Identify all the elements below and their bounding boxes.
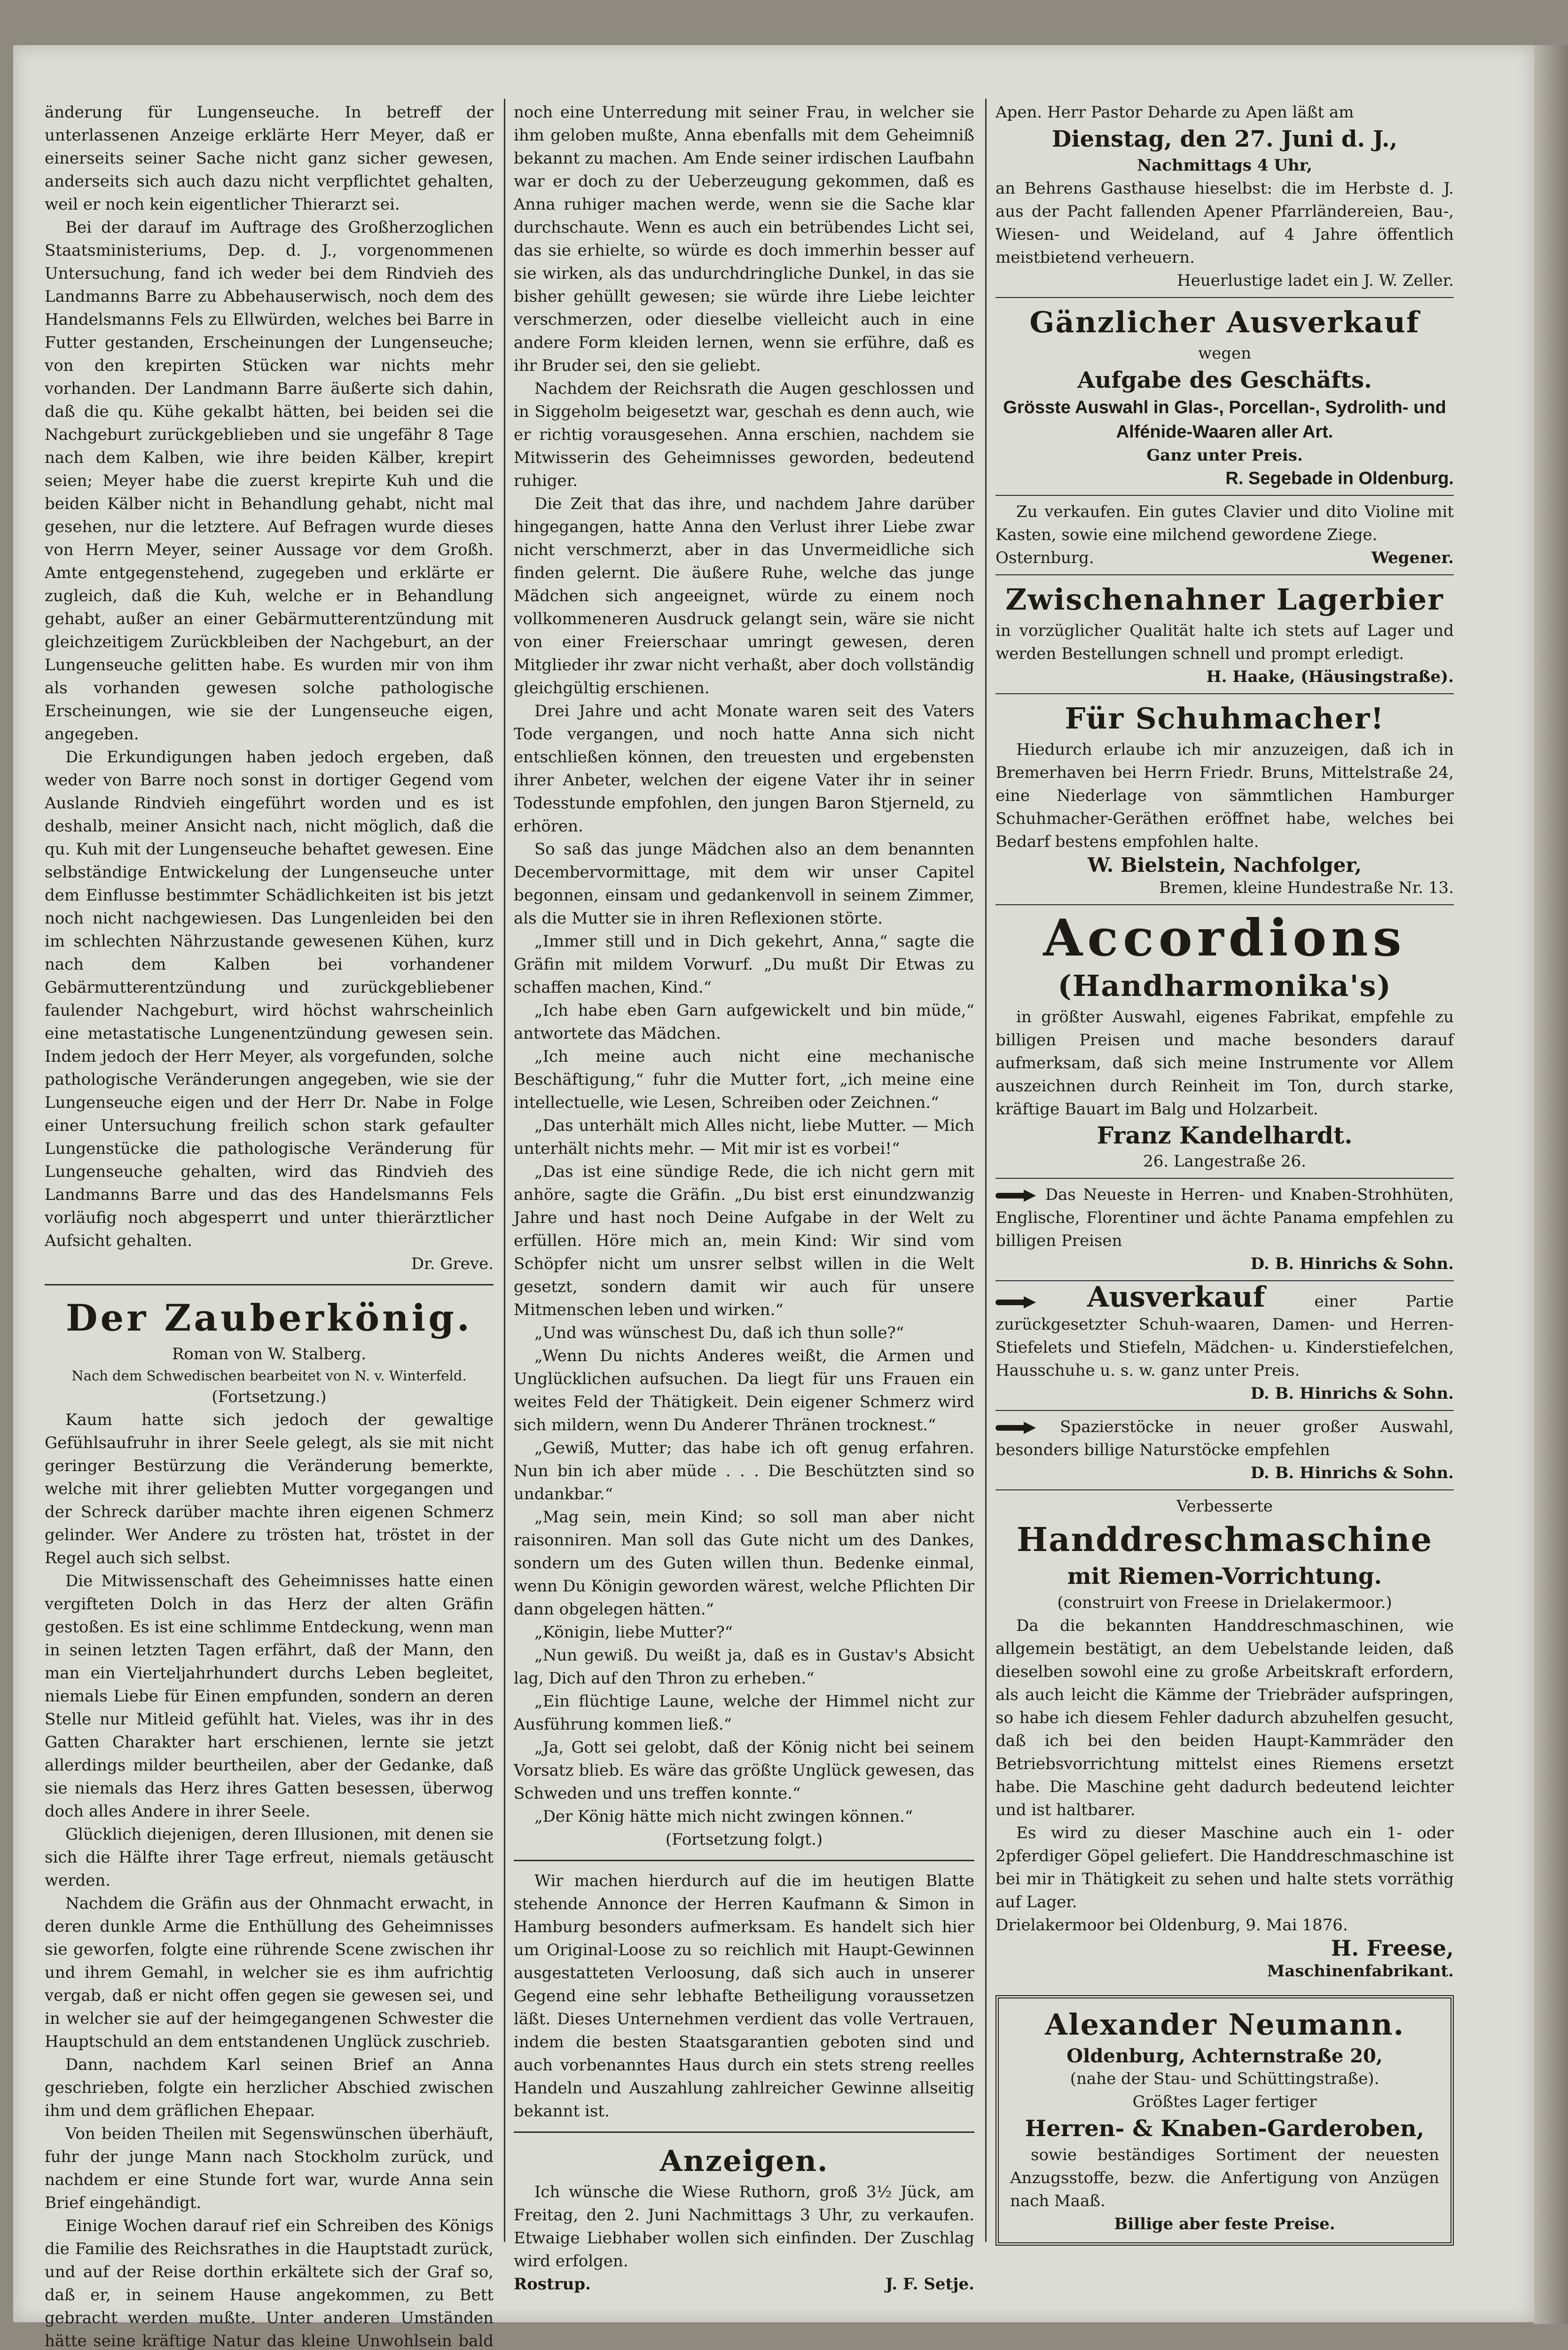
ad-text: Grösste Auswahl in Glas-, Porcellan-, Sydrolith- und Alfénide-Waaren aller Art. xyxy=(1003,398,1446,442)
section-divider xyxy=(514,2131,974,2133)
ad-subtitle: mit Riemen-Vorrichtung. xyxy=(1067,1563,1382,1590)
novel-paragraph: Nachdem die Gräfin aus der Ohnmacht erwacht, in deren dunkle Arme die Enthüllung des Geheimnisses sie geworfen, folgte eine rührende Scene zwischen ihr und ihrem Gemahl, in welcher sie es ihm aufrichtig vergab, daß er nicht offen gegen sie gewesen sei, und in welcher sie auf der heimgegangenen Schwester die Hauptschuld an dem entstandenen Unglück zuschrieb. xyxy=(45,1894,494,2051)
ad-pretitle: Verbesserte xyxy=(1176,1497,1273,1516)
ad-text: in größter Auswahl, eigenes Fabrikat, empfehle zu billigen Preisen und mache besonders darauf aufmerksam, daß sich meine Instrumente vor Allem auszeichnen durch Reinheit im Ton, durch starke, kräftige Bauart im Balg und Holzarbeit. xyxy=(996,1008,1454,1119)
pointing-hand-icon xyxy=(996,1422,1038,1434)
ad-signature-row xyxy=(514,2273,974,2296)
ad-subtitle: Aufgabe des Geschäfts. xyxy=(1077,367,1372,393)
ad-text: an Behrens Gasthause hieselbst: die im Herbste d. J. aus der Pacht fallenden Apener Pfarrländereien, Bau-, Wiesen- und Weideland, auf 4 Jahre öffentlich meistbietend verheuern. xyxy=(996,179,1454,267)
ad-text: Apen. Herr Pastor Deharde zu Apen läßt am xyxy=(996,103,1354,122)
ad-name: J. F. Setje. xyxy=(885,2275,974,2294)
column-rule-left xyxy=(504,99,505,2242)
ad-name: H. Freese, xyxy=(1331,1935,1454,1961)
ad-address: Bremen, kleine Hundestraße Nr. 13. xyxy=(1159,878,1454,897)
novel-continuation-footer: (Fortsetzung folgt.) xyxy=(665,1830,823,1849)
article-paragraph: änderung für Lungenseuche. In betreff der unterlassenen Anzeige erklärte Herr Meyer, daß er einerseits seiner Sache nicht ganz sicher gewesen, anderseits sich auch dazu nicht verpflichtet gehalten, weil er noch kein eigentlicher Thierarzt sei. xyxy=(45,103,494,214)
ad-text: Hiedurch erlaube ich mir anzuzeigen, daß ich in Bremerhaven bei Herrn Friedr. Bruns, Mittelstraße 24, eine Niederlage von sämmtlichen Hamburger Schuhmacher-Geräthen eröffnet habe, welches bei Bedarf bestens empfohlen halte. xyxy=(996,740,1454,851)
ad-text xyxy=(996,1183,1454,1253)
ad-text xyxy=(996,1281,1454,1382)
novel-paragraph: So saß das junge Mädchen also an dem benannten Decembervormittage, mit dem wir unser Capitel begonnen, einsam und gedankenvoll in seinem Zimmer, als die Mutter sie in ihren Reflexionen störte. xyxy=(514,840,974,928)
ad-signature: D. B. Hinrichs & Sohn. xyxy=(1250,1384,1454,1403)
ad-text: Billige aber feste Preise. xyxy=(1114,2215,1335,2233)
ad-signature: D. B. Hinrichs & Sohn. xyxy=(1250,1254,1454,1273)
ad-signature: R. Segebade in Oldenburg. xyxy=(1225,469,1454,488)
ad-text-inline: Das Neueste in Herren- und Knaben-Strohhüten, Englische, Florentiner und ächte Panama empfehlen zu billigen Preisen xyxy=(996,1185,1454,1250)
novel-paragraph: Von beiden Theilen mit Segenswünschen überhäuft, fuhr der junge Mann nach Stockholm zurück, und nachdem er eine Stunde fort war, wurde Anna sein Brief eingehändigt. xyxy=(45,2124,494,2212)
novel-paragraph: Die Mitwissenschaft des Geheimnisses hatte einen vergifteten Dolch in das Herz der alten Gräfin gestoßen. Es ist eine schlimme Entdeckung, wenn man in seinen letzten Tagen erfährt, daß der Mann, den man ein Vierteljahrhundert durchs Leben begleitet, niemals Liebe für Einen empfunden, sondern an deren Stelle nur Mitleid gefühlt hat. Vieles, was ihr in des Gatten Charakter hart erschienen, lernte sie jetzt allerdings milder beurtheilen, aber der Gedanke, daß sie niemals das Herz ihres Gatten besessen, überwog doch alles Andere in ihrer Seele. xyxy=(45,1572,494,1821)
novel-paragraph: Drei Jahre und acht Monate waren seit des Vaters Tode vergangen, und noch hatte Anna sich nicht entschließen können, den treuesten und ergebensten ihrer Anbeter, welchen der eigene Vater ihr in seiner Todesstunde empfohlen, den jungen Baron Stjerneld, zu erhören. xyxy=(514,702,974,836)
novel-paragraph: „Das ist eine sündige Rede, die ich nicht gern mit anhöre, sagte die Gräfin. „Du bist erst einundzwanzig Jahre und hast noch Deine Aufgabe in der Welt zu erfüllen. Höre mich an, mein Kind: Wir sind vom Schöpfer nicht um unsrer selbst willen in die Welt gesetzt, sondern damit wir auch für unsere Mitmenschen leben und wirken.“ xyxy=(514,1162,974,1319)
ad-text: (construirt von Freese in Drielakermoor.) xyxy=(1057,1593,1392,1612)
ad-text-inline: Spazierstöcke in neuer großer Auswahl, besonders billige Naturstöcke empfehlen xyxy=(996,1418,1454,1459)
novel-paragraph: „Nun gewiß. Du weißt ja, daß es in Gustav's Absicht lag, Dich auf den Thron zu erheben.“ xyxy=(514,1646,974,1688)
novel-paragraph: Kaum hatte sich jedoch der gewaltige Gefühlsaufruhr in ihrer Seele gelegt, als sie mit nicht geringer Bestürzung die Veränderung bemerkte, welche mit ihrer geliebten Mutter vorgegangen und der Schreck darüber machte ihren eigenen Schmerz gelinder. Wer Andere zu trösten hat, tröstet in der Regel auch sich selbst. xyxy=(45,1410,494,1567)
page-edge xyxy=(1534,45,1568,2324)
novel-translator: Nach dem Schwedischen bearbeitet von N. v. Winterfeld. xyxy=(71,1368,467,1384)
novel-paragraph: „Ich meine auch nicht eine mechanische Beschäftigung,“ fuhr die Mutter fort, „ich meine eine intellectuelle, wie Lesen, Schreiben oder Zeichnen.“ xyxy=(514,1047,974,1112)
ad-divider xyxy=(996,693,1454,694)
ad-subtitle: (Handharmonika's) xyxy=(1058,969,1392,1003)
section-divider xyxy=(45,1284,494,1285)
ad-address: Oldenburg, Achternstraße 20, xyxy=(1066,2045,1383,2067)
ads-header: Anzeigen. xyxy=(659,2144,829,2178)
ad-address: 26. Langestraße 26. xyxy=(1143,1152,1306,1171)
ad-name: Wegener. xyxy=(1371,548,1454,567)
novel-paragraph: Nachdem der Reichsrath die Augen geschlossen und in Siggeholm beigesetzt war, geschah es denn auch, wie er richtig vorausgesehen. Anna erschien, nachdem sie Mitwisserin des Geheimnisses geworden, bedeutend ruhiger. xyxy=(514,379,974,490)
novel-paragraph: Die Zeit that das ihre, und nachdem Jahre darüber hingegangen, hatte Anna den Verlust ihrer Liebe zwar nicht verschmerzt, aber in das Unvermeidliche sich finden gelernt. Die äußere Ruhe, welche das junge Mädchen sich angeeignet, würde zu einem noch vollkommeneren Ausdruck gelangt sein, wäre sie nicht von einer Freierschaar umringt gewesen, deren Mitglieder ihr zwar nicht verhaßt, aber doch vollständig gleichgültig erschienen. xyxy=(514,494,974,697)
ad-text: Größtes Lager fertiger xyxy=(1132,2092,1317,2111)
ad-name: Franz Kandelhardt. xyxy=(1097,1121,1353,1149)
ad-place: Rostrup. xyxy=(514,2275,591,2294)
ad-signature: W. Bielstein, Nachfolger, xyxy=(1087,854,1362,877)
novel-paragraph: Glücklich diejenigen, deren Illusionen, mit denen sie sich die Hälfte ihrer Tage erfreut, niemals getäuscht werden. xyxy=(45,1825,494,1890)
ad-text: Zu verkaufen. Ein gutes Clavier und dito Violine mit Kasten, sowie eine milchend gewordene Ziege. xyxy=(996,502,1454,544)
ad-title: Gänzlicher Ausverkauf xyxy=(1029,305,1420,339)
ad-date: Drielakermoor bei Oldenburg, 9. Mai 1876. xyxy=(996,1916,1348,1935)
ad-title: Accordions xyxy=(1043,909,1406,968)
novel-paragraph: noch eine Unterredung mit seiner Frau, in welcher sie ihm geloben mußte, Anna ebenfalls mit dem Geheimniß bekannt zu machen. Am Ende seiner irdischen Laufbahn war er doch zu der Ueberzeugung gekommen, daß es Anna ruhiger machen werde, wenn sie die Sache klar durchschaute. Wenn es auch ein betrübendes Licht sei, das sie erhielte, so würde es doch immerhin besser auf sie wirken, als das undurchdringliche Dunkel, in das sie bisher gehüllt gewesen; sie würde ihre Liebe leichter verschmerzen, oder dieselbe vielleicht auch in eine andere Form kleiden lernen, wenn sie erführe, daß es ihr Bruder sei, den sie geliebt. xyxy=(514,103,974,375)
editorial-notice: Wir machen hierdurch auf die im heutigen Blatte stehende Annonce der Herren Kaufmann & Simon in Hamburg besonders aufmerksam. Es handelt sich hier um Original-Loose zu so reichlich mit Haupt-Gewinnen ausgestatteten Verloosung, daß sich auch in unserer Gegend eine sehr lebhafte Betheiligung voraussetzen läßt. Dieses Unternehmen verdient das volle Vertrauen, indem die besten Staatsgarantien geboten sind und auch vorbenanntes Haus durch ein stets streng reelles Handeln und Auszahlung zahlreicher Gewinne allseitig bekannt ist. xyxy=(514,1872,974,2121)
ad-signature-row xyxy=(996,547,1454,570)
ad-time: Nachmittags 4 Uhr, xyxy=(1137,156,1312,175)
ad-subtitle: Herren- & Knaben-Garderoben, xyxy=(1025,2115,1425,2142)
section-divider xyxy=(514,1860,974,1861)
ad-divider xyxy=(996,574,1454,575)
ad-text: Ich wünsche die Wiese Ruthorn, groß 3½ Jück, am Freitag, den 2. Juni Nachmittags 3 Uhr, zu verkaufen. Etwaige Liebhaber wollen sich einfinden. Der Zuschlag wird erfolgen. xyxy=(514,2183,974,2271)
ad-text: (nahe der Stau- und Schüttingstraße). xyxy=(1070,2069,1380,2088)
novel-paragraph: „Ein flüchtige Laune, welche der Himmel nicht zur Ausführung kommen ließ.“ xyxy=(514,1692,974,1734)
novel-paragraph: Einige Wochen darauf rief ein Schreiben des Königs die Familie des Reichsrathes in die Hauptstadt zurück, und auf der Reise dorthin erkältete sich der Graf so, daß er, in seinem Hause angekommen, zu Bett gebracht werden mußte. Unter anderen Umständen hätte seine kräftige Natur das kleine Unwohlsein bald xyxy=(45,2217,494,2350)
ad-text: sowie beständiges Sortiment der neuesten Anzugsstoffe, bezw. die Anfertigung von Anzügen nach Maaß. xyxy=(1010,2146,1439,2210)
ad-text: in vorzüglicher Qualität halte ich stets auf Lager und werden Bestellungen schnell und prompt erledigt. xyxy=(996,621,1454,663)
novel-title: Der Zauberkönig. xyxy=(65,1297,473,1340)
ad-title: Zwischenahner Lagerbier xyxy=(1005,582,1444,617)
ad-title: Alexander Neumann. xyxy=(1044,2007,1405,2042)
ad-divider xyxy=(996,1489,1454,1490)
ad-text: wegen xyxy=(1198,344,1251,363)
ad-place: Osternburg. xyxy=(996,548,1094,567)
ad-signature: Heuerlustige ladet ein J. W. Zeller. xyxy=(1177,271,1454,290)
ad-divider xyxy=(996,297,1454,298)
novel-paragraph: „Das unterhält mich Alles nicht, liebe Mutter. — Mich unterhält nichts mehr. — Mit mir ist es vorbei!“ xyxy=(514,1116,974,1158)
ad-text: Ganz unter Preis. xyxy=(1146,446,1303,465)
column-2 xyxy=(514,101,974,2296)
novel-paragraph: „Mag sein, mein Kind; so soll man aber nicht raisonniren. Man soll das Gute nicht um des Dankes, sondern um des Guten willen thun. Bedenke einmal, wenn Du Königin geworden wärest, welche Pflichten Dir dann obgelegen hätten.“ xyxy=(514,1508,974,1619)
pointing-hand-icon xyxy=(996,1296,1038,1308)
novel-paragraph: „Gewiß, Mutter; das habe ich oft genug erfahren. Nun bin ich aber müde . . . Die Beschützten sind so undankbar.“ xyxy=(514,1439,974,1504)
ad-divider xyxy=(996,495,1454,496)
ad-divider xyxy=(996,1178,1454,1179)
novel-paragraph: Dann, nachdem Karl seinen Brief an Anna geschrieben, folgte ein herzlicher Abschied zwischen ihm und dem gräflichen Ehepaar. xyxy=(45,2055,494,2120)
novel-paragraph: „Ja, Gott sei gelobt, daß der König nicht bei seinem Vorsatz blieb. Es wäre das größte Unglück gewesen, das Schweden und uns treffen konnte.“ xyxy=(514,1738,974,1803)
ad-date: Dienstag, den 27. Juni d. J., xyxy=(1051,126,1398,152)
ad-title: Für Schuhmacher! xyxy=(1065,701,1385,736)
ad-signature: D. B. Hinrichs & Sohn. xyxy=(1250,1464,1454,1482)
column-3 xyxy=(996,101,1454,2246)
pointing-hand-icon xyxy=(996,1190,1038,1202)
novel-continuation: (Fortsetzung.) xyxy=(212,1387,327,1406)
novel-paragraph: „Königin, liebe Mutter?“ xyxy=(534,1623,733,1642)
novel-paragraph: „Wenn Du nichts Anderes weißt, die Armen und Unglücklichen aufsuchen. Da liegt für uns Frauen ein weites Feld der Thätigkeit. Dein eigener Schmerz wird sich mildern, wenn Du Anderer Thränen trocknest.“ xyxy=(514,1347,974,1434)
article-paragraph: Bei der darauf im Auftrage des Großherzoglichen Staatsministeriums, Dep. d. J., vorgenommenen Untersuchung, fand ich weder bei dem Rindvieh des Landmanns Barre zu Abbehauserwisch, noch dem des Handelsmanns Fels zu Ellwürden, welches bei Barre in Futter gestanden, Erscheinungen der Lungenseuche; von den krepirten Stücken war nichts mehr vorhanden. Der Landmann Barre äußerte sich dahin, daß die qu. Kühe gekalbt hätten, bei beiden sei die Nachgeburt zurückgeblieben und sie ungefähr 8 Tage nach dem Kalben, wie ihre beiden Kälber, krepirt seien; Meyer habe die zuerst krepirte Kuh und die beiden Kälber nicht in Behandlung gehabt, nicht mal gesehen, nur die letztere. Auf Befragen wurde dieses von Herrn Meyer, seiner Aussage vor dem Großh. Amte entgegenstehend, zugegeben und erklärte er zugleich, daß die Kuh, welche er in Behandlung gehabt, außer an einer Gebärmutterentzündung mit gleichzeitigem Zurückbleiben der Nachgeburt, an der Lungenseuche gelitten habe. Es wurden mir von ihm als vorhanden gewesen solche pathologische Erscheinungen, wie sie der Lungenseuche eigen, angegeben. xyxy=(45,218,494,744)
novel-paragraph: „Ich habe eben Garn aufgewickelt und bin müde,“ antwortete das Mädchen. xyxy=(514,1001,974,1043)
ad-divider xyxy=(996,1410,1454,1411)
ad-text: Da die bekannten Handdreschmaschinen, wie allgemein bestätigt, an dem Uebelstande leiden, daß dieselben sowohl eine zu große Arbeitskraft erfordern, als auch leicht die Kämme der Triebräder aufspringen, so habe ich diesem Fehler dadurch abzuhelfen gesucht, daß ich bei den beiden Haupt-Kammräder den Betriebsvorrichtung mittelst eines Riemens ersetzt habe. Die Maschine geht dadurch bedeutend leichter und ist haltbarer. xyxy=(996,1616,1454,1819)
novel-paragraph: „Der König hätte mich nicht zwingen können.“ xyxy=(534,1807,913,1826)
ad-divider xyxy=(996,904,1454,905)
ad-text xyxy=(996,1416,1454,1462)
boxed-ad xyxy=(996,1995,1454,2246)
column-1 xyxy=(45,101,494,2350)
ad-title-inline: Ausverkauf xyxy=(1087,1281,1265,1314)
novel-paragraph: „Und was wünschest Du, daß ich thun solle?“ xyxy=(534,1324,904,1342)
article-signature: Dr. Greve. xyxy=(411,1254,494,1273)
ad-text: Es wird zu dieser Maschine auch ein 1- oder 2pferdiger Göpel geliefert. Die Handdreschmaschine ist bei mir in Thätigkeit zu sehen und halte stets vorräthig auf Lager. xyxy=(996,1824,1454,1911)
ad-text-inline: einer Partie zurückgesetzter Schuh-waaren, Damen- und Herren-Stiefelets und Stiefeln, Mädchen- u. Kinderstiefelchen, Hausschuhe u. s. w. ganz unter Preis. xyxy=(996,1292,1454,1380)
ad-role: Maschinenfabrikant. xyxy=(1267,1962,1454,1981)
column-rule-right xyxy=(985,99,987,2242)
novel-byline: Roman von W. Stalberg. xyxy=(172,1345,367,1363)
ad-title: Handdreschmaschine xyxy=(1017,1520,1433,1559)
ad-signature: H. Haake, (Häusingstraße). xyxy=(1206,667,1454,686)
article-paragraph: Die Erkundigungen haben jedoch ergeben, daß weder von Barre noch sonst in dortiger Gegend vom Auslande Rindvieh eingeführt worden und es ist deshalb, meiner Ansicht nach, nicht möglich, daß die qu. Kuh mit der Lungenseuche behaftet gewesen. Eine selbständige Entwickelung der Lungenseuche unter dem Einflusse bestimmter Schädlichkeiten ist bis jetzt noch nicht nachgewiesen. Das Lungenleiden bei den im schlechten Nährzustande gewesenen Kühen, kurz nach dem Kalben bei vorhandener Gebärmutterentzündung und zurückgebliebener faulender Nachgeburt, wird höchst wahrscheinlich eine metastatische Lungenentzündung gewesen sein. Indem jedoch der Herr Meyer, als vorgefunden, solche pathologische Veränderungen angegeben, wie sie der Lungenseuche eigen und der Herr Dr. Nabe in Folge einer Untersuchung freilich schon stark gefaulter Lungenstücke die pathologische Veränderung für Lungenseuche gehalten, wird das Rindvieh des Landmanns Barre und das des Handelsmanns Fels vorläufig noch abgesperrt und unter thierärztlicher Aufsicht gehalten. xyxy=(45,748,494,1250)
novel-paragraph: „Immer still und in Dich gekehrt, Anna,“ sagte die Gräfin mit mildem Vorwurf. „Du mußt Dir Etwas zu schaffen machen, Kind.“ xyxy=(514,932,974,997)
